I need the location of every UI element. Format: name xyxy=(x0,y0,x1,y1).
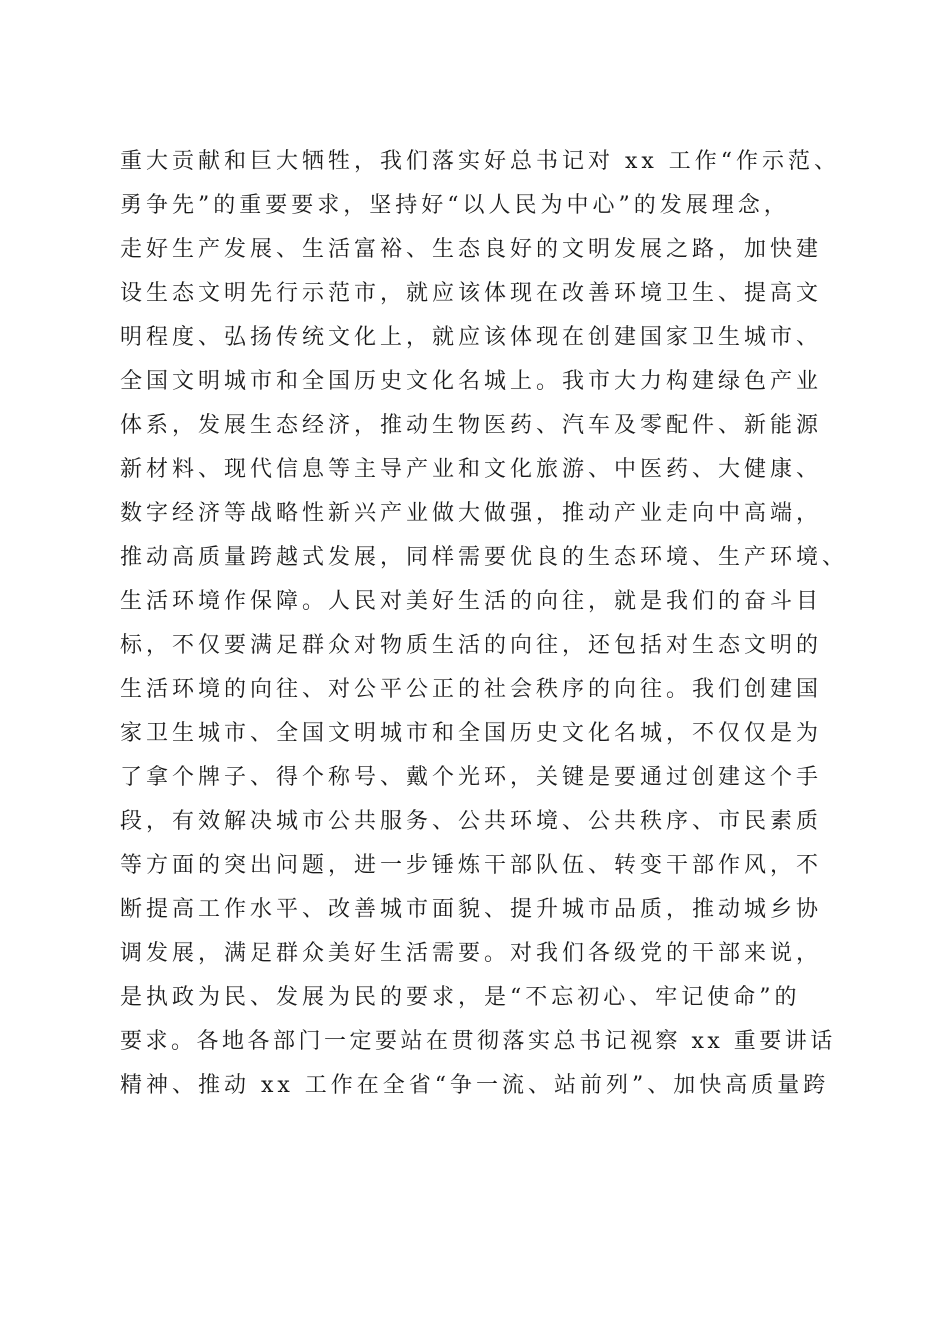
text-line: 设生态文明先行示范市，就应该体现在改善环境卫生、提高文 xyxy=(120,281,823,306)
text-line: 推动高质量跨越式发展，同样需要优良的生态环境、生产环境、 xyxy=(120,545,849,570)
text-line: 走好生产发展、生活富裕、生态良好的文明发展之路，加快建 xyxy=(120,237,823,262)
text-line: 生活环境作保障。人民对美好生活的向往，就是我们的奋斗目 xyxy=(120,589,823,614)
text-line: 等方面的突出问题，进一步锤炼干部队伍、转变干部作风，不 xyxy=(120,853,823,878)
text-line: 要求。各地各部门一定要站在贯彻落实总书记视察 xx 重要讲话 xyxy=(120,1029,836,1054)
text-line: 精神、推动 xx 工作在全省“争一流、站前列”、加快高质量跨 xyxy=(120,1073,830,1098)
text-line: 调发展，满足群众美好生活需要。对我们各级党的干部来说， xyxy=(120,941,823,966)
text-line: 了拿个牌子、得个称号、戴个光环，关键是要通过创建这个手 xyxy=(120,765,823,790)
text-line: 断提高工作水平、改善城市面貌、提升城市品质，推动城乡协 xyxy=(120,897,823,922)
body-paragraph xyxy=(120,140,850,1108)
text-line: 家卫生城市、全国文明城市和全国历史文化名城，不仅仅是为 xyxy=(120,721,823,746)
text-line: 全国文明城市和全国历史文化名城上。我市大力构建绿色产业 xyxy=(120,369,823,394)
text-line: 标，不仅要满足群众对物质生活的向往，还包括对生态文明的 xyxy=(120,633,823,658)
text-line: 段，有效解决城市公共服务、公共环境、公共秩序、市民素质 xyxy=(120,809,823,834)
text-line: 新材料、现代信息等主导产业和文化旅游、中医药、大健康、 xyxy=(120,457,823,482)
text-line: 生活环境的向往、对公平公正的社会秩序的向往。我们创建国 xyxy=(120,677,823,702)
text-line: 是执政为民、发展为民的要求，是“不忘初心、牢记使命”的 xyxy=(120,985,801,1010)
text-line: 明程度、弘扬传统文化上，就应该体现在创建国家卫生城市、 xyxy=(120,325,823,350)
text-line: 重大贡献和巨大牺牲，我们落实好总书记对 xx 工作“作示范、 xyxy=(120,149,841,174)
text-line: 勇争先”的重要要求，坚持好“以人民为中心”的发展理念， xyxy=(120,193,790,218)
text-line: 数字经济等战略性新兴产业做大做强，推动产业走向中高端， xyxy=(120,501,823,526)
text-line: 体系，发展生态经济，推动生物医药、汽车及零配件、新能源 xyxy=(120,413,823,438)
